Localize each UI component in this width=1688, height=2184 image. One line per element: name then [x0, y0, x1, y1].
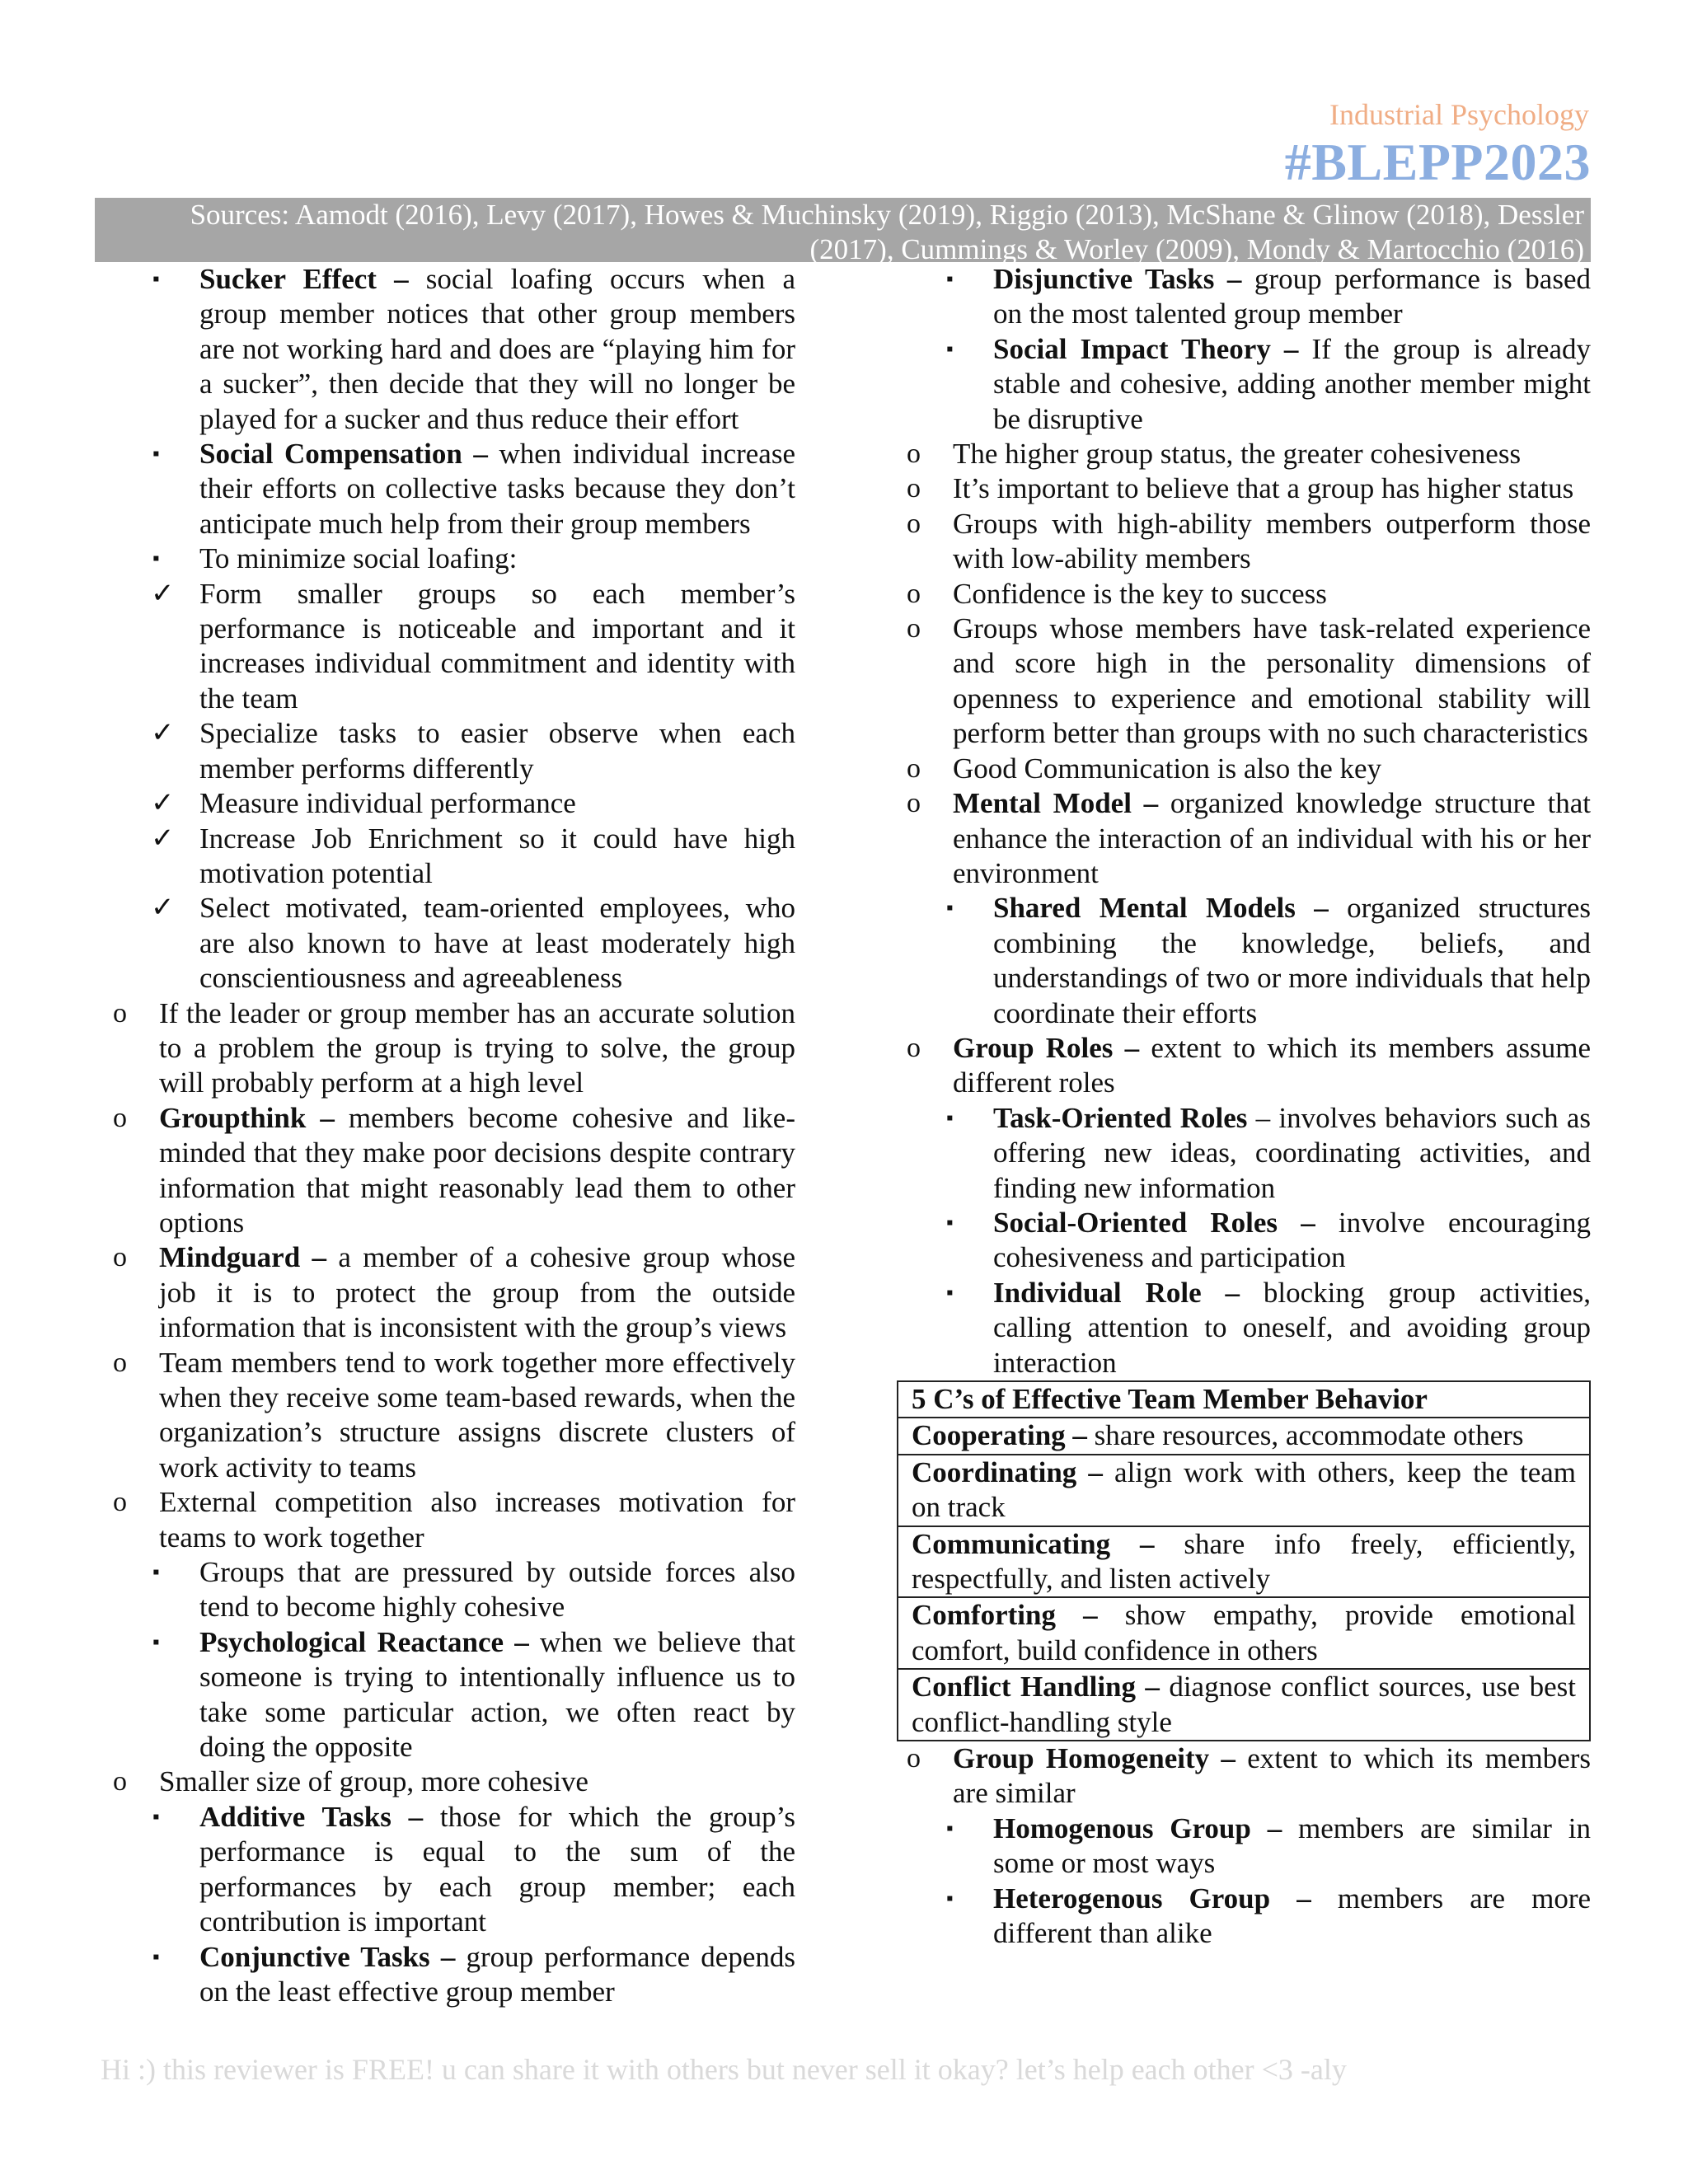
circle-bullet-icon: o — [113, 1242, 127, 1273]
checkmark-icon: ✓ — [151, 718, 175, 749]
list-item — [897, 1882, 1591, 1952]
five-c-table — [897, 1380, 1591, 1741]
hashtag-title: #BLEPP2023 — [1284, 133, 1591, 191]
footer-note: Hi :) this reviewer is FREE! u can share it with others but never sell it okay? let’s help each other <3 -aly — [101, 2053, 1347, 2086]
item-text: – involves behaviors such as offering new ideas, coordinating activities, and finding new information — [993, 1101, 1591, 1204]
term: Sucker Effect – — [199, 263, 409, 295]
list-item — [103, 1101, 795, 1241]
list-item — [103, 996, 795, 1101]
square-bullet-icon: ▪ — [946, 338, 954, 360]
term: Social Compensation – — [199, 438, 488, 471]
item-text: when we believe that someone is trying to intentionally influence us to take some particular action, we often react by doing the opposite — [199, 1625, 795, 1764]
item-text: a member of a cohesive group whose job it is to protect the group from the outside information that is inconsistent with the group’s views — [159, 1241, 796, 1344]
circle-bullet-icon: o — [907, 1743, 921, 1774]
item-text: Groups that are pressured by outside forces also tend to become highly cohesive — [199, 1556, 795, 1624]
square-bullet-icon: ▪ — [946, 1107, 954, 1129]
item-text: Increase Job Enrichment so it could have high motivation potential — [199, 822, 795, 889]
item-text: group performance depends on the least effective group member — [199, 1940, 795, 2008]
five-c-cell — [898, 1669, 1590, 1741]
subject-label: Industrial Psychology — [1329, 98, 1589, 131]
term: Mindguard – — [159, 1241, 327, 1274]
checkmark-icon: ✓ — [151, 893, 175, 924]
circle-bullet-icon: o — [113, 1487, 127, 1518]
list-item — [897, 1276, 1591, 1380]
list-item — [103, 577, 795, 717]
five-c-term: Cooperating – — [912, 1419, 1087, 1452]
five-c-text: show empathy, provide emotional comfort, build confidence in others — [912, 1599, 1576, 1666]
list-item — [103, 1800, 795, 1940]
five-c-term: Comforting – — [912, 1599, 1098, 1632]
item-text: those for which the group’s performance is equal to the sum of the performances by each group member; each contribution is important — [199, 1800, 795, 1938]
list-item — [897, 577, 1591, 612]
item-text: involve encouraging cohesiveness and participation — [993, 1206, 1591, 1274]
item-text: If the leader or group member has an accurate solution to a problem the group is trying to solve, the group will probably perform at a high level — [159, 996, 795, 1099]
circle-bullet-icon: o — [907, 438, 921, 470]
term: Mental Model – — [953, 787, 1159, 820]
item-text: extent to which its members assume different roles — [953, 1031, 1591, 1099]
list-item — [103, 891, 795, 996]
circle-bullet-icon: o — [907, 473, 921, 504]
list-item — [897, 1101, 1591, 1206]
list-item — [103, 822, 795, 892]
item-text: Team members tend to work together more effectively when they receive some team-based rewards, when the organization’s structure assigns discrete clusters of work activity to teams — [159, 1346, 795, 1483]
item-text: Select motivated, team-oriented employees, who are also known to have at least moderately high conscientiousness and agreeableness — [199, 892, 795, 995]
term: Group Homogeneity – — [953, 1742, 1236, 1775]
five-c-title-row — [898, 1381, 1590, 1418]
circle-bullet-icon: o — [113, 1102, 127, 1133]
right-column — [897, 262, 1591, 1952]
square-bullet-icon: ▪ — [946, 1282, 954, 1304]
term: Social-Oriented Roles – — [993, 1206, 1315, 1239]
list-item — [103, 1346, 795, 1486]
list-item — [897, 891, 1591, 1031]
square-bullet-icon: ▪ — [946, 898, 954, 920]
list-item — [897, 786, 1591, 891]
five-c-row — [898, 1418, 1590, 1454]
list-item — [897, 471, 1591, 506]
five-c-row — [898, 1455, 1590, 1526]
square-bullet-icon: ▪ — [152, 1806, 160, 1828]
list-item — [103, 1940, 795, 2010]
list-item — [897, 752, 1591, 786]
sources-banner: Sources: Aamodt (2016), Levy (2017), Howes & Muchinsky (2019), Riggio (2013), McShane & Glinow (2018), Dessler (2017), Cummings & Worley (2009), Mondy & Martocchio (2016) — [95, 198, 1591, 262]
term: Shared Mental Models – — [993, 892, 1329, 925]
list-item — [897, 507, 1591, 577]
item-text: External competition also increases motivation for teams to work together — [159, 1486, 795, 1554]
list-item — [897, 262, 1591, 332]
five-c-term: Communicating – — [912, 1527, 1155, 1560]
five-c-cell — [898, 1526, 1590, 1598]
five-c-text: diagnose conflict sources, use best conflict-handling style — [912, 1671, 1577, 1738]
circle-bullet-icon: o — [113, 1347, 127, 1378]
list-item — [103, 437, 795, 541]
five-c-row — [898, 1597, 1590, 1669]
item-text: extent to which its members are similar — [953, 1742, 1592, 1810]
term: Additive Tasks – — [199, 1800, 424, 1833]
list-item — [103, 786, 795, 821]
list-item — [103, 1765, 795, 1799]
five-c-term: Conflict Handling – — [912, 1671, 1160, 1704]
five-c-title: 5 C’s of Effective Team Member Behavior — [898, 1381, 1590, 1418]
square-bullet-icon: ▪ — [152, 1946, 160, 1968]
circle-bullet-icon: o — [907, 578, 921, 609]
square-bullet-icon: ▪ — [946, 1212, 954, 1234]
square-bullet-icon: ▪ — [946, 269, 954, 290]
circle-bullet-icon: o — [907, 1032, 921, 1063]
five-c-text: share info freely, efficiently, respectfully, and listen actively — [912, 1527, 1577, 1596]
circle-bullet-icon: o — [907, 788, 921, 819]
item-text: Confidence is the key to success — [953, 577, 1327, 610]
list-item — [897, 612, 1591, 752]
five-c-term: Coordinating – — [912, 1455, 1103, 1488]
item-text: Specialize tasks to easier observe when each member performs differently — [199, 717, 795, 785]
checkmark-icon: ✓ — [151, 788, 175, 819]
term: Disjunctive Tasks – — [993, 263, 1242, 295]
item-text: To minimize social loafing: — [199, 542, 518, 575]
five-c-text: share resources, accommodate others — [1086, 1419, 1524, 1452]
list-item — [897, 332, 1591, 437]
item-text: members become cohesive and like-minded that they make poor decisions despite contrary information that might reasonably lead them to other options — [159, 1101, 795, 1239]
right-column-bottom-list — [897, 1741, 1591, 1951]
list-item — [103, 716, 795, 786]
item-text: Measure individual performance — [199, 787, 576, 820]
item-text: social loafing occurs when a group member notices that other group members are not working hard and does are “playing him for a sucker”, then decide that they will no longer be played for a sucker and thus reduce their effort — [199, 263, 796, 435]
item-text: Groups with high-ability members outperform those with low-ability members — [953, 507, 1591, 575]
list-item — [897, 1031, 1591, 1101]
list-item — [103, 262, 795, 437]
item-text: organized structures combining the knowledge, beliefs, and understandings of two or more individuals that help coordinate their efforts — [993, 892, 1591, 1029]
item-text: organized knowledge structure that enhance the interaction of an individual with his or her environment — [953, 787, 1591, 889]
item-text: Smaller size of group, more cohesive — [159, 1765, 588, 1798]
item-text: Good Communication is also the key — [953, 752, 1382, 785]
square-bullet-icon: ▪ — [946, 1887, 954, 1910]
item-text: members are more different than alike — [993, 1882, 1592, 1950]
term: Homogenous Group – — [993, 1811, 1282, 1844]
five-c-row — [898, 1526, 1590, 1598]
list-item — [897, 1206, 1591, 1276]
item-text: group performance is based on the most talented group member — [993, 263, 1591, 330]
left-column — [103, 262, 795, 2009]
term: Social Impact Theory – — [993, 332, 1299, 365]
term: Task-Oriented Roles — [993, 1101, 1248, 1134]
list-item — [103, 1485, 795, 1555]
term: Heterogenous Group – — [993, 1882, 1311, 1915]
term: Groupthink – — [159, 1101, 335, 1134]
item-text: members are similar in some or most ways — [993, 1811, 1591, 1880]
list-item — [103, 541, 795, 576]
item-text: when individual increase their efforts on collective tasks because they don’t anticipate much help from their group members — [199, 438, 795, 540]
circle-bullet-icon: o — [907, 613, 921, 644]
item-text: Form smaller groups so each member’s performance is noticeable and important and it increases individual commitment and identity with the team — [199, 577, 795, 715]
checkmark-icon: ✓ — [151, 578, 175, 609]
list-item — [103, 1555, 795, 1625]
five-c-cell — [898, 1455, 1590, 1526]
five-c-cell — [898, 1418, 1590, 1454]
circle-bullet-icon: o — [113, 1766, 127, 1797]
square-bullet-icon: ▪ — [152, 269, 160, 290]
checkmark-icon: ✓ — [151, 823, 175, 854]
term: Individual Role – — [993, 1276, 1240, 1309]
item-text: blocking group activities, calling attention to oneself, and avoiding group interaction — [993, 1276, 1591, 1379]
item-text: It’s important to believe that a group has higher status — [953, 472, 1574, 505]
list-item — [897, 1741, 1591, 1811]
list-item — [897, 437, 1591, 471]
right-column-top-list — [897, 262, 1591, 1380]
list-item — [103, 1625, 795, 1765]
item-text: If the group is already stable and cohesive, adding another member might be disruptive — [993, 332, 1591, 435]
square-bullet-icon: ▪ — [152, 443, 160, 466]
term: Group Roles – — [953, 1031, 1140, 1064]
five-c-cell — [898, 1597, 1590, 1669]
circle-bullet-icon: o — [907, 508, 921, 539]
term: Conjunctive Tasks – — [199, 1940, 456, 1973]
square-bullet-icon: ▪ — [946, 1817, 954, 1840]
circle-bullet-icon: o — [113, 997, 127, 1029]
square-bullet-icon: ▪ — [152, 1562, 160, 1584]
circle-bullet-icon: o — [907, 752, 921, 784]
item-text: Groups whose members have task-related experience and score high in the personality dimensions of openness to experience and emotional stability will perform better than groups with no such characteristics — [953, 612, 1591, 750]
square-bullet-icon: ▪ — [152, 1631, 160, 1653]
list-item — [103, 1240, 795, 1345]
five-c-row — [898, 1669, 1590, 1741]
square-bullet-icon: ▪ — [152, 548, 160, 570]
item-text: The higher group status, the greater cohesiveness — [953, 438, 1522, 471]
term: Psychological Reactance – — [199, 1625, 529, 1658]
list-item — [897, 1811, 1591, 1882]
five-c-text: align work with others, keep the team on track — [912, 1455, 1576, 1524]
